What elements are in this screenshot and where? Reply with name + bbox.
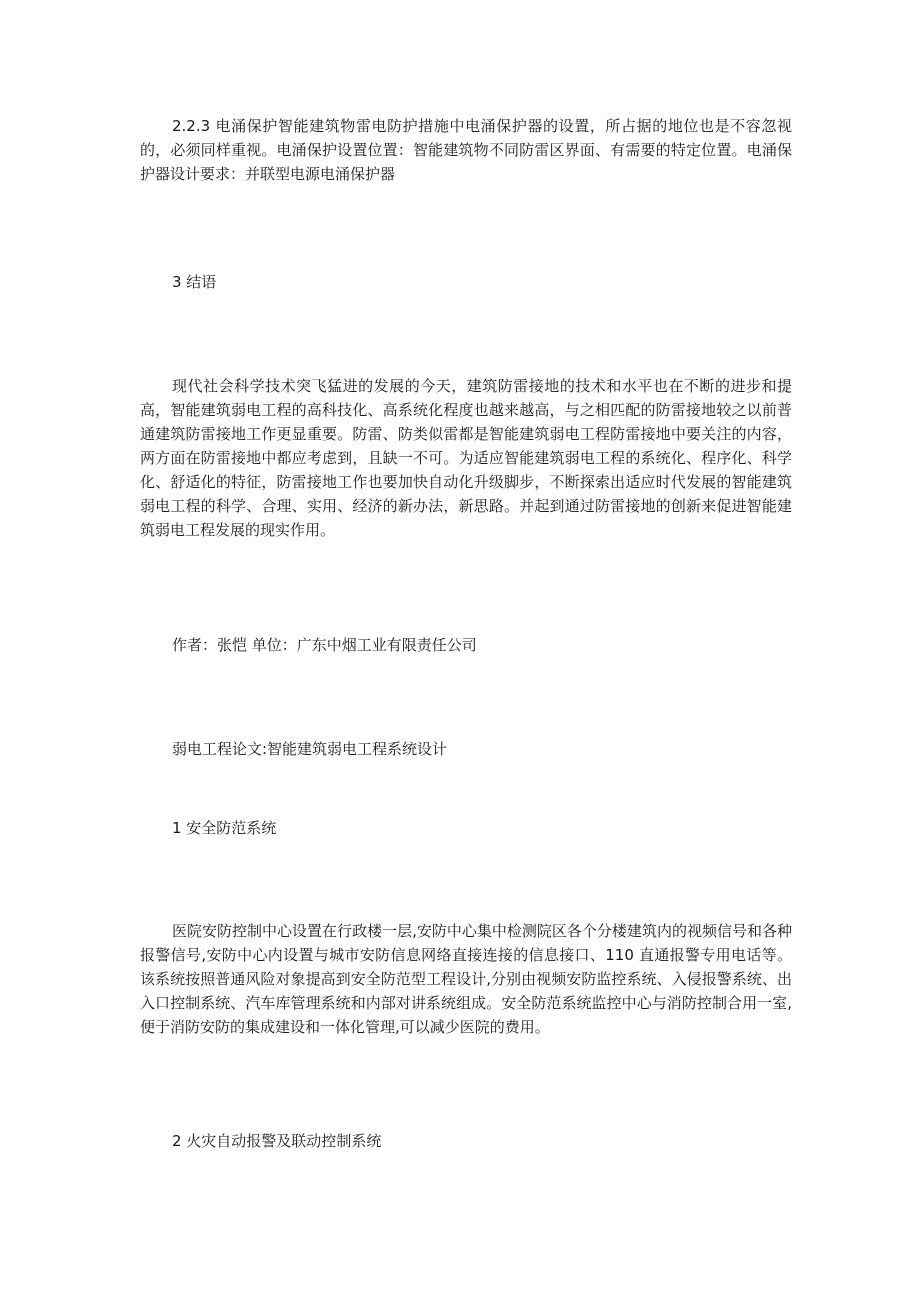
section-heading-security: 1 安全防范系统 [172,819,277,837]
author-line: 作者：张恺 单位：广东中烟工业有限责任公司 [172,636,477,654]
section-heading-fire-alarm: 2 火灾自动报警及联动控制系统 [172,1132,382,1150]
paragraph-conclusion: 现代社会科学技术突飞猛进的发展的今天，建筑防雷接地的技术和水平也在不断的进步和提高，智能建筑弱电工程的高科技化、高系统化程度也越来越高，与之相匹配的防雷接地较之以前普通建筑防雷接地工作更显重要。防雷、防类似雷都是智能建筑弱电工程防雷接地中要关注的内容，两方面在防雷接地中都应考虑到，且缺一不可。为适应智能建筑弱电工程的系统化、程序化、科学化、舒适化的特征，防雷接地工作也要加快自动化升级脚步，不断探索出适应时代发展的智能建筑弱电工程的科学、合理、实用、经济的新办法，新思路。并起到通过防雷接地的创新来促进智能建筑弱电工程发展的现实作用。 [140,377,792,539]
article-title: 弱电工程论文:智能建筑弱电工程系统设计 [172,740,448,758]
paragraph-security-system: 医院安防控制中心设置在行政楼一层,安防中心集中检测院区各个分楼建筑内的视频信号和各种报警信号,安防中心内设置与城市安防信息网络直接连接的信息接口、110 直通报警专用电话等。该系统按照普通风险对象提高到安全防范型工程设计,分别由视频安防监控系统、入侵报警系统、出入口控制系统、汽车库管理系统和内部对讲系统组成。安全防范系统监控中心与消防控制合用一室,便于消防安防的集成建设和一体化管理,可以减少医院的费用。 [140,922,792,1036]
paragraph-surge-protection: 2.2.3 电涌保护智能建筑物雷电防护措施中电涌保护器的设置，所占据的地位也是不容忽视的，必须同样重视。电涌保护设置位置：智能建筑物不同防雷区界面、有需要的特定位置。电涌保护器设计要求：并联型电源电涌保护器 [140,117,792,183]
section-heading-conclusion: 3 结语 [172,273,217,291]
